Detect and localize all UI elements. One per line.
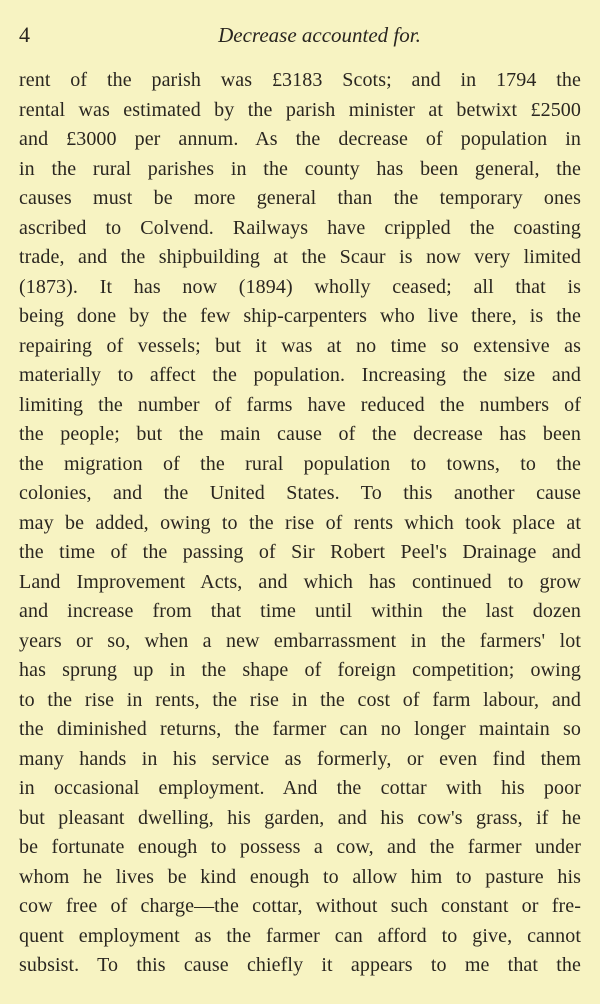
text-line: but pleasant dwelling, his garden, and his cow's grass, if he [19, 806, 581, 829]
text-line: and £3000 per annum. As the decrease of population in [19, 128, 581, 150]
text-line: may be added, owing to the rise of rents which took place at [19, 511, 581, 534]
running-title: Decrease accounted for. [218, 23, 421, 47]
text-line: to the rise in rents, the rise in the cost of farm labour, and [19, 688, 581, 711]
page-number: 4 [19, 22, 30, 47]
text-line: and increase from that time until within the last dozen [19, 600, 581, 622]
text-line: ascribed to Colvend. Railways have crippled the coasting [19, 216, 581, 239]
text-line: trade, and the shipbuilding at the Scaur is now very limited [19, 246, 581, 268]
text-line: subsist. To this cause chiefly it appears to me that the [19, 954, 581, 976]
text-line: cow free of charge—the cottar, without such constant or fre- [19, 895, 581, 917]
text-line: has sprung up in the shape of foreign competition; owing [19, 659, 581, 681]
text-line: repairing of vessels; but it was at no time so extensive as [19, 334, 581, 357]
text-line: rental was estimated by the parish minister at betwixt £2500 [19, 98, 581, 121]
text-line: colonies, and the United States. To this another cause [19, 482, 581, 504]
text-line: quent employment as the farmer can afford to give, cannot [19, 924, 581, 947]
text-line: the migration of the rural population to towns, to the [19, 452, 581, 475]
text-line: Land Improvement Acts, and which has continued to grow [19, 570, 581, 593]
text-line: the diminished returns, the farmer can no longer maintain so [19, 718, 581, 740]
text-line: rent of the parish was £3183 Scots; and in 1794 the [19, 69, 581, 91]
text-line: be fortunate enough to possess a cow, and the farmer under [19, 836, 581, 858]
text-line: limiting the number of farms have reduced the numbers of [19, 393, 581, 416]
text-line: (1873). It has now (1894) wholly ceased; all that is [19, 275, 581, 298]
text-line: years or so, when a new embarrassment in the farmers' lot [19, 629, 581, 652]
text-line: many hands in his service as formerly, or even find them [19, 747, 581, 770]
text-line: the people; but the main cause of the decrease has been [19, 423, 581, 445]
text-line: whom he lives be kind enough to allow him to pasture his [19, 865, 581, 888]
text-line: causes must be more general than the temporary ones [19, 187, 581, 209]
text-line: in the rural parishes in the county has been general, the [19, 157, 581, 180]
body-text [19, 66, 581, 981]
text-line: in occasional employment. And the cottar with his poor [19, 777, 581, 799]
text-line: materially to affect the population. Increasing the size and [19, 364, 581, 386]
text-line: the time of the passing of Sir Robert Peel's Drainage and [19, 541, 581, 563]
text-line: being done by the few ship-carpenters who live there, is the [19, 305, 581, 327]
running-head [19, 22, 580, 50]
